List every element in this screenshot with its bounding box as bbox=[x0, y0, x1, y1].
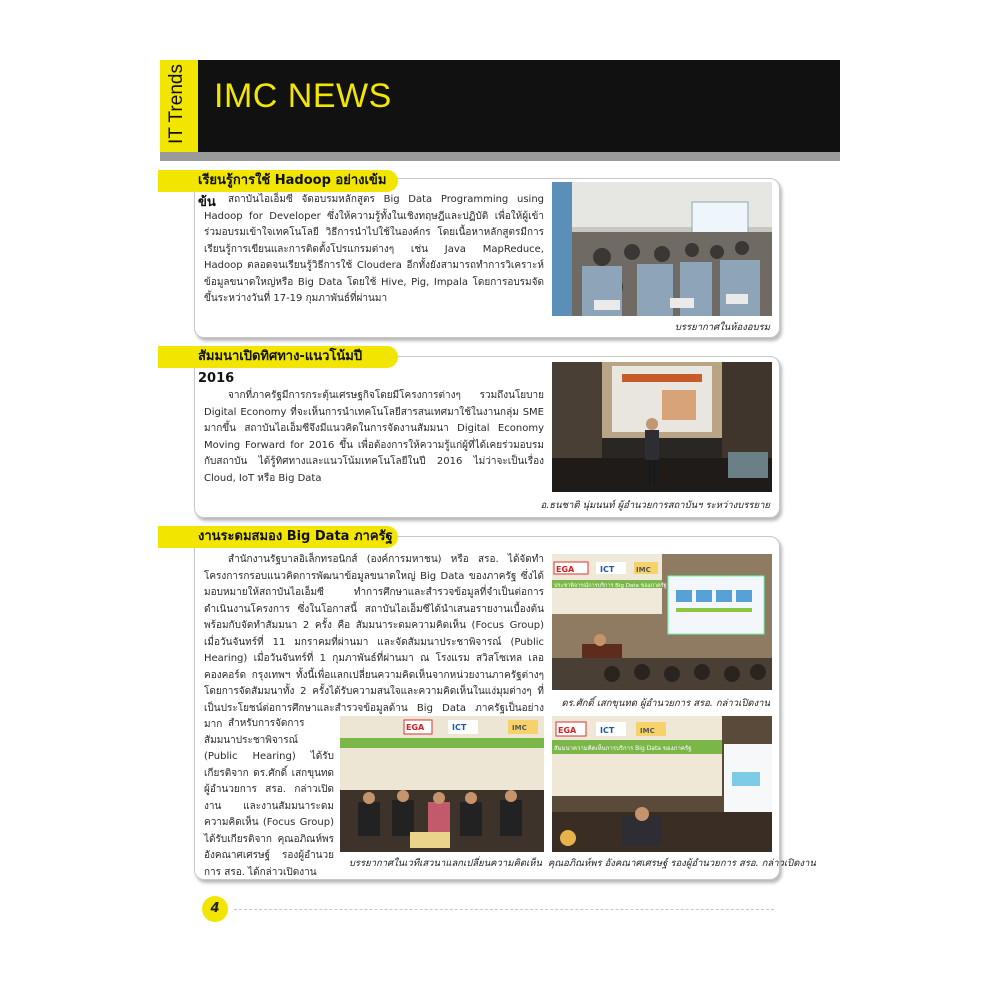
slide-title-b-text: สัมมนาความคิดเห็นการบริการ Big Data ของภาครัฐ bbox=[554, 745, 692, 752]
section-3-photo-opening bbox=[552, 716, 772, 852]
section-3-caption-right: คุณอภิณห์พร อังคณาศเศรษฐ์ รองผู้อำนวยการ สรอ. กล่าวเปิดงาน bbox=[548, 858, 816, 869]
section-1-body: สถาบันไอเอ็มซี จัดอบรมหลักสูตร Big Data Programming using Hadoop for Developer ซึ่งให้ความรู้ทั้งในเชิงทฤษฎีและปฏิบัติ เพื่อให้ผู้เข้าร่วมอบรมเข้าใจเทคโนโลยี วิธีการนำไปใช้ในองค์กร โดยเนื้อหาหลักสูตรมีการเรียนรู้การเขียนและการติดตั้งโปรแกรมต่างๆ เช่น Java MapReduce, Hadoop ตลอดจนเรียนรู้วิธีการใช้ Cloudera อีกทั้งยังสามารถทำการวิเคราะห์ข้อมูลขนาดใหญ่หรือ Big Data โดยใช้ Hive, Pig, Impala โดยการอบรมจัดขึ้นระหว่างวันที่ 17-19 กุมภาพันธ์ที่ผ่านมา bbox=[204, 194, 544, 304]
header-underline bbox=[160, 152, 840, 161]
section-2-photo bbox=[552, 362, 772, 492]
section-3-caption-mid: บรรยากาศในเวทีเสวนาแลกเปลี่ยนความคิดเห็น bbox=[348, 858, 542, 869]
section-3-body: สำนักงานรัฐบาลอิเล็กทรอนิกส์ (องค์การมหาชน) หรือ สรอ. ได้จัดทำโครงการกรอบแนวคิดการพัฒนาข้อมูลขนาดใหญ่ Big Data ของภาครัฐ ซึ่งได้มอบหมายให้สถาบันไอเอ็มซี ทำการศึกษาและสำรวจข้อมูลที่จำเป็นต่อการดำเนินงานโครงการ ซึ่งในโอกาสนี้ สถาบันไอเอ็มซีได้นำเสนอรายงานเบื้องต้น พร้อมกับจัดทำสัมมนา 2 ครั้ง คือ สัมมนาระดมความคิดเห็น (Focus Group) เมื่อวันจันทร์ที่ 11 มกราคมที่ผ่านมา และจัดสัมมนาประชาพิจารณ์ (Public Hearing) เมื่อวันจันทร์ที่ 1 กุมภาพันธ์ที่ผ่านมา ณ โรงแรม สวิสโซเทล เลอคองคอร์ด กรุงเทพฯ ทั้งนี้เพื่อแลกเปลี่ยนความคิดเห็นจากหน่วยงานภาครัฐต่างๆ โดยการจัดสัมมนาทั้ง 2 ครั้งได้รับความสนใจและความคิดเห็นในแง่มุมต่างๆ ที่เป็นประโยชน์ต่อการศึกษาและสำรวจข้อมูลด้าน Big Data ภาครัฐเป็นอย่างมาก bbox=[204, 554, 544, 730]
page-number: 4 bbox=[202, 896, 228, 922]
svg-text:EGA: EGA bbox=[558, 726, 577, 735]
section-1-caption: บรรยากาศในห้องอบรม bbox=[674, 322, 770, 333]
ict-logo-text: ICT bbox=[600, 565, 615, 574]
slide-title-text: ประชาพิจารณ์การบริการ Big Data ของภาครัฐ bbox=[554, 583, 667, 589]
imc-logo-text: IMC bbox=[636, 566, 651, 574]
svg-text:IMC: IMC bbox=[640, 727, 655, 735]
side-label: IT Trends bbox=[166, 64, 187, 144]
page-title: IMC NEWS bbox=[214, 77, 392, 115]
section-3-body-2: สำหรับการจัดการสัมมนาประชาพิจารณ์ (Public Hearing) ได้รับเกียรติจาก ดร.ศักดิ์ เสกขุนทด ผู้อำนวยการ สรอ. กล่าวเปิดงาน และงานสัมมนาระดมความคิดเห็น (Focus Group) ได้รับเกียรติจาก คุณอภิณห์พร อังคณาศเศรษฐ์ รองผู้อำนวยการ สรอ. ได้กล่าวเปิดงาน bbox=[204, 718, 334, 878]
svg-text:EGA: EGA bbox=[406, 723, 425, 732]
svg-text:ICT: ICT bbox=[600, 726, 615, 735]
svg-text:ICT: ICT bbox=[452, 723, 467, 732]
section-3-caption-top: ดร.ศักดิ์ เสกขุนทด ผู้อำนวยการ สรอ. กล่าวเปิดงาน bbox=[561, 698, 770, 709]
section-2-body: จากที่ภาครัฐมีการกระตุ้นเศรษฐกิจโดยมีโครงการต่างๆ รวมถึงนโยบาย Digital Economy ที่จะเห็นการนำเทคโนโลยีสารสนเทศมาใช้ในงานกลุ่ม SME มากขึ้น สถาบันไอเอ็มซีจึงมีแนวคิดในการจัดงานสัมมนา Digital Economy Moving Forward for 2016 ขึ้น เพื่อต้องการให้ความรู้แก่ผู้ที่ได้เคยร่วมอบรมกับสถาบัน ได้รู้ทิศทางและแนวโน้มเทคโนโลยีในปี 2016 ไม่ว่าจะเป็นเรื่อง Cloud, IoT หรือ Big Data bbox=[204, 390, 544, 484]
section-3-heading: งานระดมสมอง Big Data ภาครัฐ bbox=[158, 526, 398, 548]
svg-text:IMC: IMC bbox=[512, 724, 527, 732]
section-2-heading: สัมมนาเปิดทิศทาง-แนวโน้มปี 2016 bbox=[158, 346, 398, 368]
section-1-heading: เรียนรู้การใช้ Hadoop อย่างเข้มข้น bbox=[158, 170, 398, 192]
ega-logo-text: EGA bbox=[556, 565, 575, 574]
section-3-photo-speaker bbox=[552, 554, 772, 690]
section-2-caption: อ.ธนชาติ นุ่มนนท์ ผู้อำนวยการสถาบันฯ ระหว่างบรรยาย bbox=[540, 500, 770, 511]
footer-divider bbox=[234, 909, 774, 910]
section-1-photo bbox=[552, 182, 772, 316]
section-3-photo-panel bbox=[340, 716, 544, 852]
